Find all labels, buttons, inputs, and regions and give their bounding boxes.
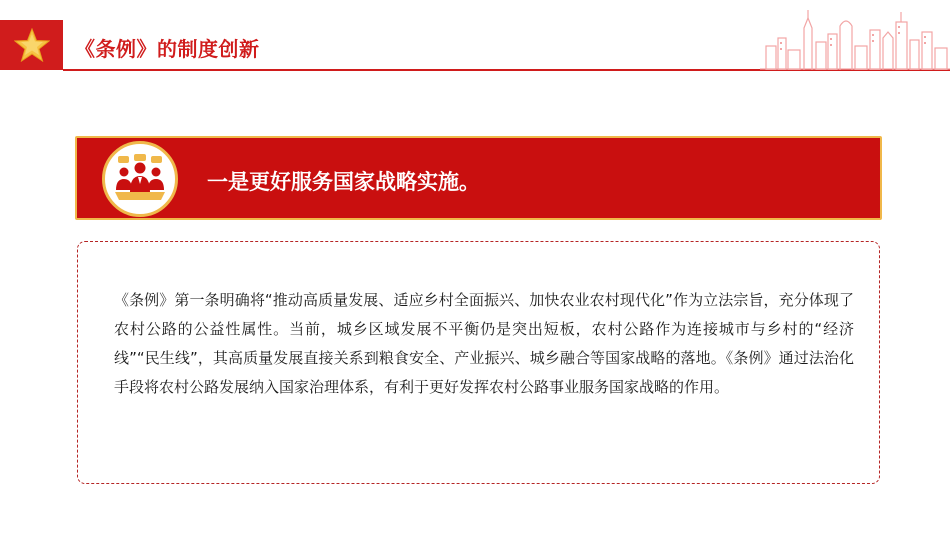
banner-heading: 一是更好服务国家战略实施。	[207, 170, 480, 194]
content-paragraph: 《条例》第一条明确将“推动高质量发展、适应乡村全面振兴、加快农业农村现代化”作为立法宗旨，充分体现了农村公路的公益性属性。当前，城乡区域发展不平衡仍是突出短板，农村公路作为连接城市与乡村的“经济线”“民生线”，其高质量发展直接关系到粮食安全、产业振兴、城乡融合等国家战略的落地。《条例》通过法治化手段将农村公路发展纳入国家治理体系，有利于更好发挥农村公路事业服务国家战略的作用。	[114, 291, 854, 396]
header-badge	[0, 20, 63, 70]
page-title: 《条例》的制度创新	[75, 37, 260, 61]
star-icon	[14, 28, 50, 62]
section-banner	[75, 136, 882, 220]
content-box	[77, 241, 880, 484]
people-group-icon	[113, 154, 167, 204]
banner-icon-circle	[102, 141, 178, 217]
city-skyline-icon	[760, 8, 950, 70]
